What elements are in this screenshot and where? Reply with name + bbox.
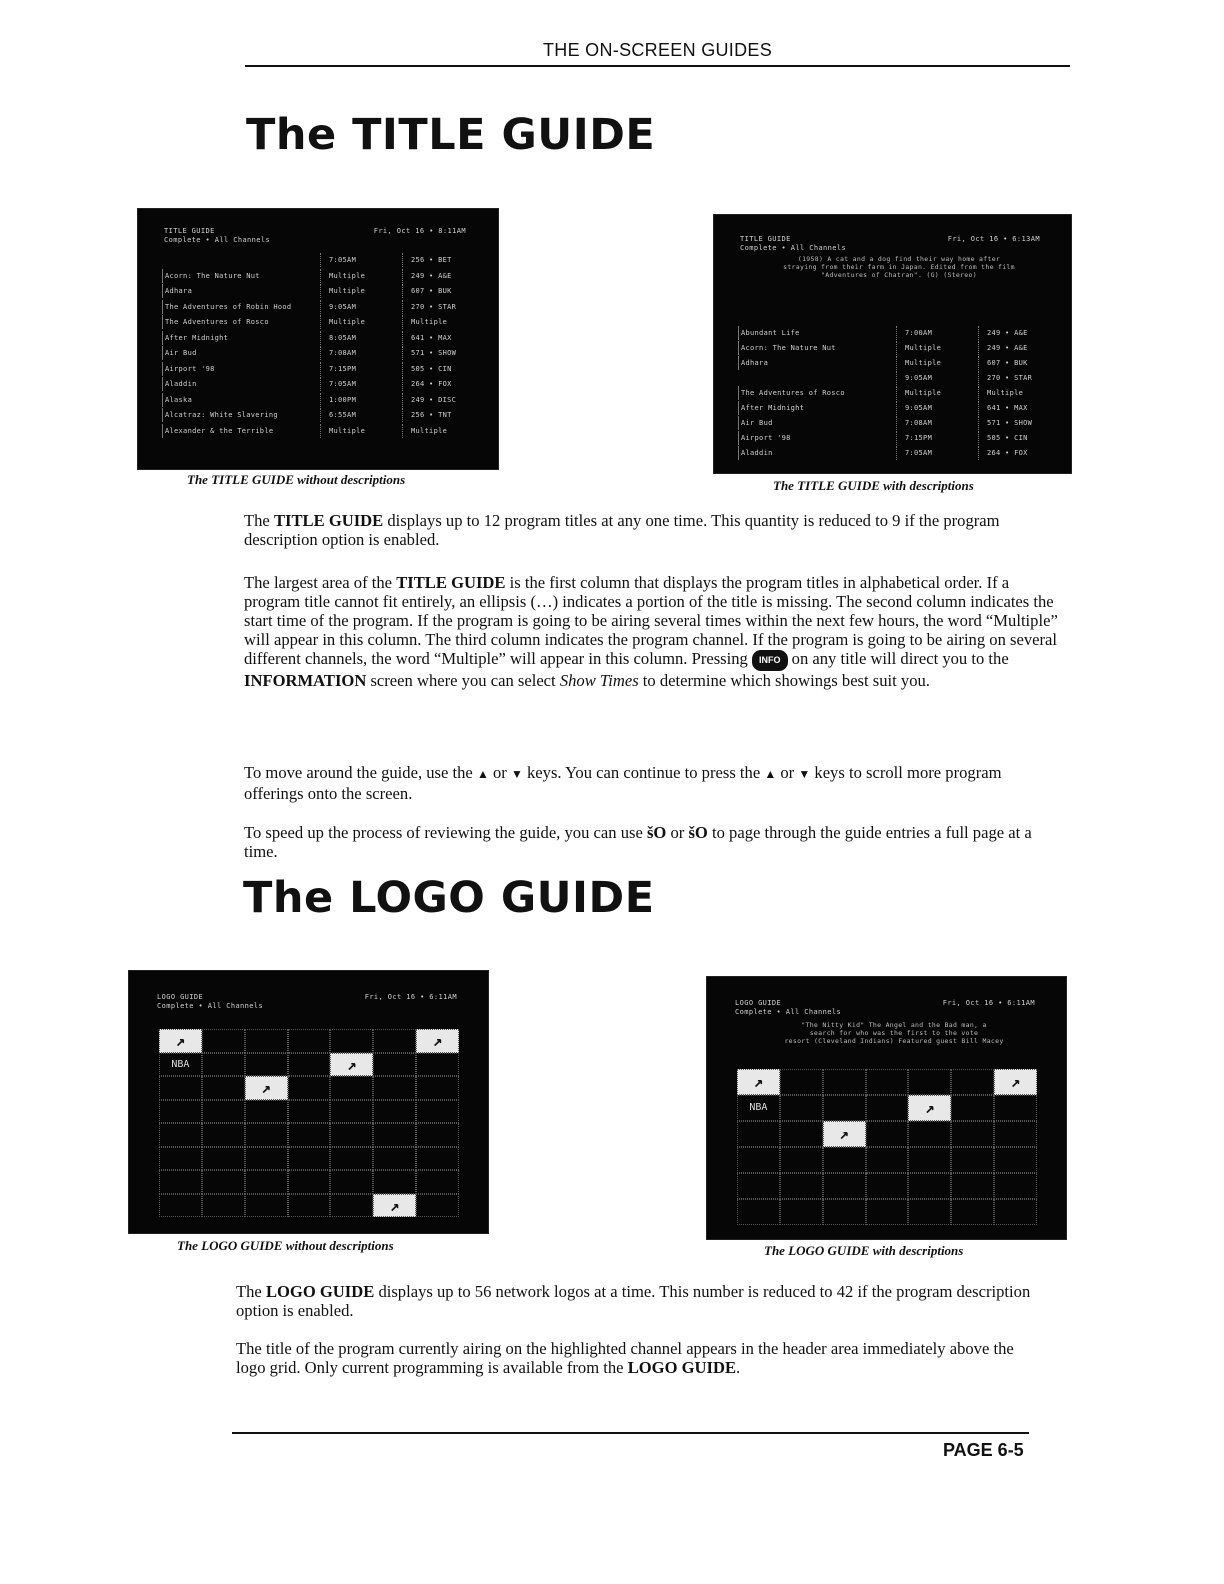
guide-row-channel: 249 • A&E bbox=[402, 269, 481, 283]
guide-row-time: 7:15PM bbox=[896, 431, 973, 445]
logo-cell bbox=[951, 1121, 994, 1147]
logo-cell bbox=[202, 1170, 245, 1194]
logo-cell bbox=[159, 1194, 202, 1218]
guide-row bbox=[162, 362, 482, 376]
logo-cell bbox=[951, 1173, 994, 1199]
down-arrow-key-icon: ▼ bbox=[510, 767, 523, 781]
logo-cell bbox=[159, 1100, 202, 1124]
logo-grid bbox=[737, 1069, 1037, 1225]
logo-cell bbox=[823, 1069, 866, 1095]
guide-row-time: 7:05AM bbox=[320, 253, 397, 267]
page-number: PAGE 6-5 bbox=[943, 1440, 1024, 1460]
guide-row-time: Multiple bbox=[896, 386, 973, 400]
logo-cell bbox=[994, 1173, 1037, 1199]
logo-cell bbox=[159, 1076, 202, 1100]
logo-cell bbox=[245, 1123, 288, 1147]
info-key-icon: INFO bbox=[752, 650, 788, 671]
logo-cell bbox=[780, 1121, 823, 1147]
guide-row-channel: 571 • SHOW bbox=[402, 346, 481, 360]
header-rule bbox=[245, 65, 1070, 67]
guide-row-title: The Adventures of Robin Hood bbox=[162, 300, 315, 314]
guide-row-channel: 270 • STAR bbox=[402, 300, 481, 314]
guide-row-time: 9:05AM bbox=[896, 371, 973, 385]
logo-cell bbox=[330, 1170, 373, 1194]
logo-cell bbox=[823, 1199, 866, 1225]
logo-cell bbox=[373, 1147, 416, 1171]
logo-cell bbox=[330, 1029, 373, 1053]
guide-row-time: Multiple bbox=[896, 356, 973, 370]
logo-cell bbox=[823, 1147, 866, 1173]
guide-row bbox=[738, 401, 1058, 415]
guide-row-channel: 607 • BUK bbox=[978, 356, 1057, 370]
tv-title: LOGO GUIDE bbox=[735, 999, 782, 1007]
network-logo-icon: ↗ bbox=[416, 1029, 459, 1053]
logo-grid bbox=[159, 1029, 459, 1217]
logo-cell bbox=[416, 1170, 459, 1194]
logo-cell bbox=[951, 1147, 994, 1173]
logo-cell bbox=[202, 1029, 245, 1053]
guide-row-channel: Multiple bbox=[402, 424, 481, 438]
nba-logo-cell: NBA bbox=[159, 1053, 202, 1077]
title-guide-paragraph-1: The TITLE GUIDE displays up to 12 program titles at any one time. This quantity is reduced to 9 if the program description option is enabled. bbox=[244, 511, 1000, 549]
guide-row-title: Adhara bbox=[162, 284, 315, 298]
logo-cell bbox=[951, 1095, 994, 1121]
tv-datetime: Fri, Oct 16 • 6:11AM bbox=[364, 993, 457, 1001]
guide-row bbox=[162, 300, 482, 314]
guide-row bbox=[162, 253, 482, 267]
guide-row-channel: 641 • MAX bbox=[978, 401, 1057, 415]
guide-row-time: 7:05AM bbox=[896, 446, 973, 460]
tv-title: TITLE GUIDE bbox=[740, 235, 791, 243]
logo-cell bbox=[780, 1199, 823, 1225]
guide-row-title: Acorn: The Nature Nut bbox=[162, 269, 315, 283]
guide-row-channel: 571 • SHOW bbox=[978, 416, 1057, 430]
guide-row-title: Acorn: The Nature Nut bbox=[738, 341, 891, 355]
guide-row-title: The Adventures of Rosco bbox=[162, 315, 315, 329]
guide-row-title: Alexander & the Terrible bbox=[162, 424, 315, 438]
tv-datetime: Fri, Oct 16 • 8:11AM bbox=[373, 227, 466, 235]
guide-row-channel: 256 • BET bbox=[402, 253, 481, 267]
guide-row-channel: 264 • FOX bbox=[978, 446, 1057, 460]
guide-row-time: 6:55AM bbox=[320, 408, 397, 422]
network-logo-icon: ↗ bbox=[245, 1076, 288, 1100]
guide-row-title: Abundant Life bbox=[738, 326, 891, 340]
logo-cell bbox=[288, 1170, 331, 1194]
tv-description-line: straying from their farm in Japan. Edited from the film bbox=[783, 263, 1015, 271]
logo-cell bbox=[373, 1123, 416, 1147]
guide-row-time: Multiple bbox=[320, 424, 397, 438]
title-guide-screenshot-without-descriptions bbox=[137, 208, 499, 470]
guide-row-time: 9:05AM bbox=[320, 300, 397, 314]
caption-title-without-descriptions: The TITLE GUIDE without descriptions bbox=[187, 472, 406, 487]
logo-cell bbox=[202, 1100, 245, 1124]
logo-cell bbox=[288, 1029, 331, 1053]
logo-guide-screenshot-without-descriptions bbox=[128, 970, 489, 1234]
page-up-key-icon: šO bbox=[646, 823, 667, 842]
guide-row-title: After Midnight bbox=[738, 401, 891, 415]
tv-subtitle: Complete • All Channels bbox=[157, 1002, 264, 1010]
tv-subtitle: Complete • All Channels bbox=[735, 1008, 842, 1016]
network-logo-icon: ↗ bbox=[330, 1053, 373, 1077]
title-guide-screenshot-with-descriptions bbox=[713, 214, 1072, 474]
logo-cell bbox=[908, 1173, 951, 1199]
guide-row bbox=[738, 311, 1058, 325]
logo-cell bbox=[288, 1123, 331, 1147]
guide-row-time: Multiple bbox=[896, 341, 973, 355]
guide-row bbox=[162, 377, 482, 391]
guide-row-time: 7:00AM bbox=[896, 326, 973, 340]
logo-cell bbox=[288, 1194, 331, 1218]
logo-cell bbox=[737, 1147, 780, 1173]
guide-row-channel: 249 • A&E bbox=[978, 341, 1057, 355]
guide-row-channel: 505 • CIN bbox=[978, 431, 1057, 445]
logo-cell bbox=[780, 1173, 823, 1199]
logo-cell bbox=[373, 1076, 416, 1100]
logo-cell bbox=[737, 1121, 780, 1147]
logo-cell bbox=[245, 1029, 288, 1053]
tv-title: LOGO GUIDE bbox=[157, 993, 204, 1001]
logo-cell bbox=[780, 1069, 823, 1095]
guide-row-time: 9:05AM bbox=[896, 401, 973, 415]
guide-row bbox=[162, 284, 482, 298]
guide-row bbox=[738, 416, 1058, 430]
caption-logo-without-descriptions: The LOGO GUIDE without descriptions bbox=[177, 1238, 394, 1253]
logo-cell bbox=[994, 1199, 1037, 1225]
guide-row bbox=[162, 346, 482, 360]
logo-guide-heading: The LOGO GUIDE bbox=[243, 873, 655, 923]
tv-datetime: Fri, Oct 16 • 6:13AM bbox=[947, 235, 1040, 243]
logo-cell bbox=[202, 1123, 245, 1147]
logo-cell bbox=[245, 1194, 288, 1218]
logo-cell bbox=[866, 1121, 909, 1147]
guide-row-title: Airport '98 bbox=[162, 362, 315, 376]
logo-cell bbox=[908, 1199, 951, 1225]
logo-cell bbox=[159, 1170, 202, 1194]
guide-row-channel: Multiple bbox=[402, 315, 481, 329]
title-guide-heading: The TITLE GUIDE bbox=[246, 110, 656, 160]
logo-cell bbox=[866, 1095, 909, 1121]
logo-cell bbox=[288, 1100, 331, 1124]
guide-row-title: Air Bud bbox=[738, 416, 891, 430]
guide-row-time: 8:05AM bbox=[320, 331, 397, 345]
logo-cell bbox=[245, 1170, 288, 1194]
logo-cell bbox=[245, 1147, 288, 1171]
guide-row-time: Multiple bbox=[320, 284, 397, 298]
logo-cell bbox=[951, 1069, 994, 1095]
guide-row bbox=[162, 393, 482, 407]
guide-row-channel: 249 • DISC bbox=[402, 393, 481, 407]
logo-cell bbox=[823, 1095, 866, 1121]
guide-row bbox=[738, 341, 1058, 355]
guide-row bbox=[738, 431, 1058, 445]
guide-row-channel: 607 • BUK bbox=[402, 284, 481, 298]
logo-cell bbox=[288, 1076, 331, 1100]
logo-cell bbox=[416, 1100, 459, 1124]
title-list bbox=[738, 311, 1058, 461]
logo-guide-paragraph-1: The LOGO GUIDE displays up to 56 network logos at a time. This number is reduced to 42 if the program description option is enabled. bbox=[236, 1282, 1031, 1320]
guide-row bbox=[738, 356, 1058, 370]
caption-logo-with-descriptions: The LOGO GUIDE with descriptions bbox=[764, 1243, 964, 1258]
guide-row-time: Multiple bbox=[320, 269, 397, 283]
logo-cell bbox=[159, 1123, 202, 1147]
logo-cell bbox=[866, 1199, 909, 1225]
guide-row bbox=[738, 326, 1058, 340]
logo-cell bbox=[245, 1100, 288, 1124]
logo-cell bbox=[866, 1069, 909, 1095]
logo-cell bbox=[416, 1123, 459, 1147]
logo-cell bbox=[780, 1147, 823, 1173]
guide-row-time: 7:08AM bbox=[320, 346, 397, 360]
network-logo-icon: ↗ bbox=[159, 1029, 202, 1053]
logo-cell bbox=[780, 1095, 823, 1121]
guide-row-time: 7:15PM bbox=[320, 362, 397, 376]
logo-cell bbox=[330, 1076, 373, 1100]
title-guide-paragraph-2: The largest area of the TITLE GUIDE is the first column that displays the program titles in alphabetical order. If a program title cannot fit entirely, an ellipsis (…) indicates a portion of the title is missing. The second column indicates the start time of the program. If the program is going to be airing several times within the next few hours, the word “Multiple” will appear in this column. The third column indicates the program channel. If the program is going to be airing on several different channels, the word “Multiple” will appear in this column. Pressing INFO on any title will direct you to the INFORMATION screen where you can select Show Times to determine which showings best suit you. bbox=[244, 573, 1058, 690]
logo-cell bbox=[373, 1100, 416, 1124]
guide-row-title: Alcatraz: White Slavering bbox=[162, 408, 315, 422]
tv-title: TITLE GUIDE bbox=[164, 227, 215, 235]
guide-row bbox=[738, 371, 1058, 385]
guide-row bbox=[162, 331, 482, 345]
guide-row bbox=[738, 386, 1058, 400]
guide-row-title: Aladdin bbox=[162, 377, 315, 391]
guide-row-channel: 641 • MAX bbox=[402, 331, 481, 345]
guide-row-time: 7:08AM bbox=[896, 416, 973, 430]
logo-cell bbox=[866, 1147, 909, 1173]
tv-description-line: "Adventures of Chatran". (G) (Stereo) bbox=[821, 271, 977, 279]
up-arrow-key-icon: ▲ bbox=[764, 767, 777, 781]
logo-cell bbox=[330, 1147, 373, 1171]
logo-cell bbox=[908, 1069, 951, 1095]
guide-row bbox=[162, 315, 482, 329]
logo-cell bbox=[951, 1199, 994, 1225]
title-guide-paragraph-3: To move around the guide, use the ▲ or ▼ keys. You can continue to press the ▲ or ▼ keys to scroll more program offerings onto the screen. bbox=[244, 763, 1002, 803]
logo-cell bbox=[288, 1147, 331, 1171]
caption-title-with-descriptions: The TITLE GUIDE with descriptions bbox=[773, 478, 974, 493]
logo-cell bbox=[330, 1100, 373, 1124]
logo-cell bbox=[202, 1147, 245, 1171]
tv-subtitle: Complete • All Channels bbox=[740, 244, 847, 252]
logo-cell bbox=[159, 1147, 202, 1171]
logo-cell bbox=[823, 1173, 866, 1199]
guide-row-title: Adhara bbox=[738, 356, 891, 370]
logo-guide-paragraph-2: The title of the program currently airing on the highlighted channel appears in the header area immediately above the logo grid. Only current programming is available from the LOGO GUIDE. bbox=[236, 1339, 1014, 1377]
guide-row-time: 7:05AM bbox=[320, 377, 397, 391]
logo-cell bbox=[330, 1194, 373, 1218]
guide-row-channel: 256 • TNT bbox=[402, 408, 481, 422]
network-logo-icon: ↗ bbox=[823, 1121, 866, 1147]
tv-subtitle: Complete • All Channels bbox=[164, 236, 271, 244]
logo-cell bbox=[373, 1053, 416, 1077]
logo-cell bbox=[202, 1053, 245, 1077]
logo-cell bbox=[202, 1076, 245, 1100]
logo-cell bbox=[330, 1123, 373, 1147]
guide-row-channel: 264 • FOX bbox=[402, 377, 481, 391]
network-logo-icon: ↗ bbox=[373, 1194, 416, 1218]
logo-cell bbox=[994, 1095, 1037, 1121]
guide-row-title: After Midnight bbox=[162, 331, 315, 345]
guide-row-time: 1:00PM bbox=[320, 393, 397, 407]
logo-cell bbox=[416, 1194, 459, 1218]
tv-description-line: resort (Cleveland Indians) Featured guest Bill Macey bbox=[784, 1037, 1004, 1045]
logo-cell bbox=[737, 1199, 780, 1225]
guide-row-channel: Multiple bbox=[978, 386, 1057, 400]
guide-row-title: Alaska bbox=[162, 393, 315, 407]
network-logo-icon: ↗ bbox=[737, 1069, 780, 1095]
guide-row bbox=[738, 446, 1058, 460]
guide-row bbox=[162, 424, 482, 438]
guide-row bbox=[162, 269, 482, 283]
guide-row-title: Airport '98 bbox=[738, 431, 891, 445]
network-logo-icon: ↗ bbox=[908, 1095, 951, 1121]
down-arrow-key-icon: ▼ bbox=[798, 767, 811, 781]
logo-cell bbox=[245, 1053, 288, 1077]
guide-row-channel: 505 • CIN bbox=[402, 362, 481, 376]
logo-cell bbox=[288, 1053, 331, 1077]
title-list bbox=[162, 253, 482, 453]
nba-logo-cell: NBA bbox=[737, 1095, 780, 1121]
guide-row-channel: 249 • A&E bbox=[978, 326, 1057, 340]
logo-cell bbox=[908, 1147, 951, 1173]
logo-guide-screenshot-with-descriptions bbox=[706, 976, 1067, 1240]
logo-cell bbox=[373, 1029, 416, 1053]
logo-cell bbox=[994, 1147, 1037, 1173]
logo-cell bbox=[202, 1194, 245, 1218]
logo-cell bbox=[866, 1173, 909, 1199]
guide-row-channel: 270 • STAR bbox=[978, 371, 1057, 385]
page-down-key-icon: šO bbox=[688, 823, 708, 842]
guide-row-title: Air Bud bbox=[162, 346, 315, 360]
title-guide-paragraph-4: To speed up the process of reviewing the guide, you can use šO or šO to page through the guide entries a full page at a time. bbox=[244, 823, 1032, 861]
running-head: THE ON-SCREEN GUIDES bbox=[542, 40, 773, 60]
tv-description-line: "The Nitty Kid" The Angel and the Bad man, a bbox=[801, 1021, 987, 1029]
guide-row-time: Multiple bbox=[320, 315, 397, 329]
network-logo-icon: ↗ bbox=[994, 1069, 1037, 1095]
logo-cell bbox=[737, 1173, 780, 1199]
footer-rule bbox=[232, 1432, 1029, 1434]
tv-datetime: Fri, Oct 16 • 6:11AM bbox=[942, 999, 1035, 1007]
up-arrow-key-icon: ▲ bbox=[476, 767, 489, 781]
tv-description-line: (1958) A cat and a dog find their way home after bbox=[797, 255, 1001, 263]
logo-cell bbox=[416, 1147, 459, 1171]
logo-cell bbox=[373, 1170, 416, 1194]
logo-cell bbox=[908, 1121, 951, 1147]
guide-row bbox=[162, 408, 482, 422]
guide-row-title: Aladdin bbox=[738, 446, 891, 460]
guide-row-title: The Adventures of Rosco bbox=[738, 386, 891, 400]
logo-cell bbox=[416, 1053, 459, 1077]
tv-description-line: search for who was the first to the vote bbox=[809, 1029, 979, 1037]
logo-cell bbox=[416, 1076, 459, 1100]
logo-cell bbox=[994, 1121, 1037, 1147]
